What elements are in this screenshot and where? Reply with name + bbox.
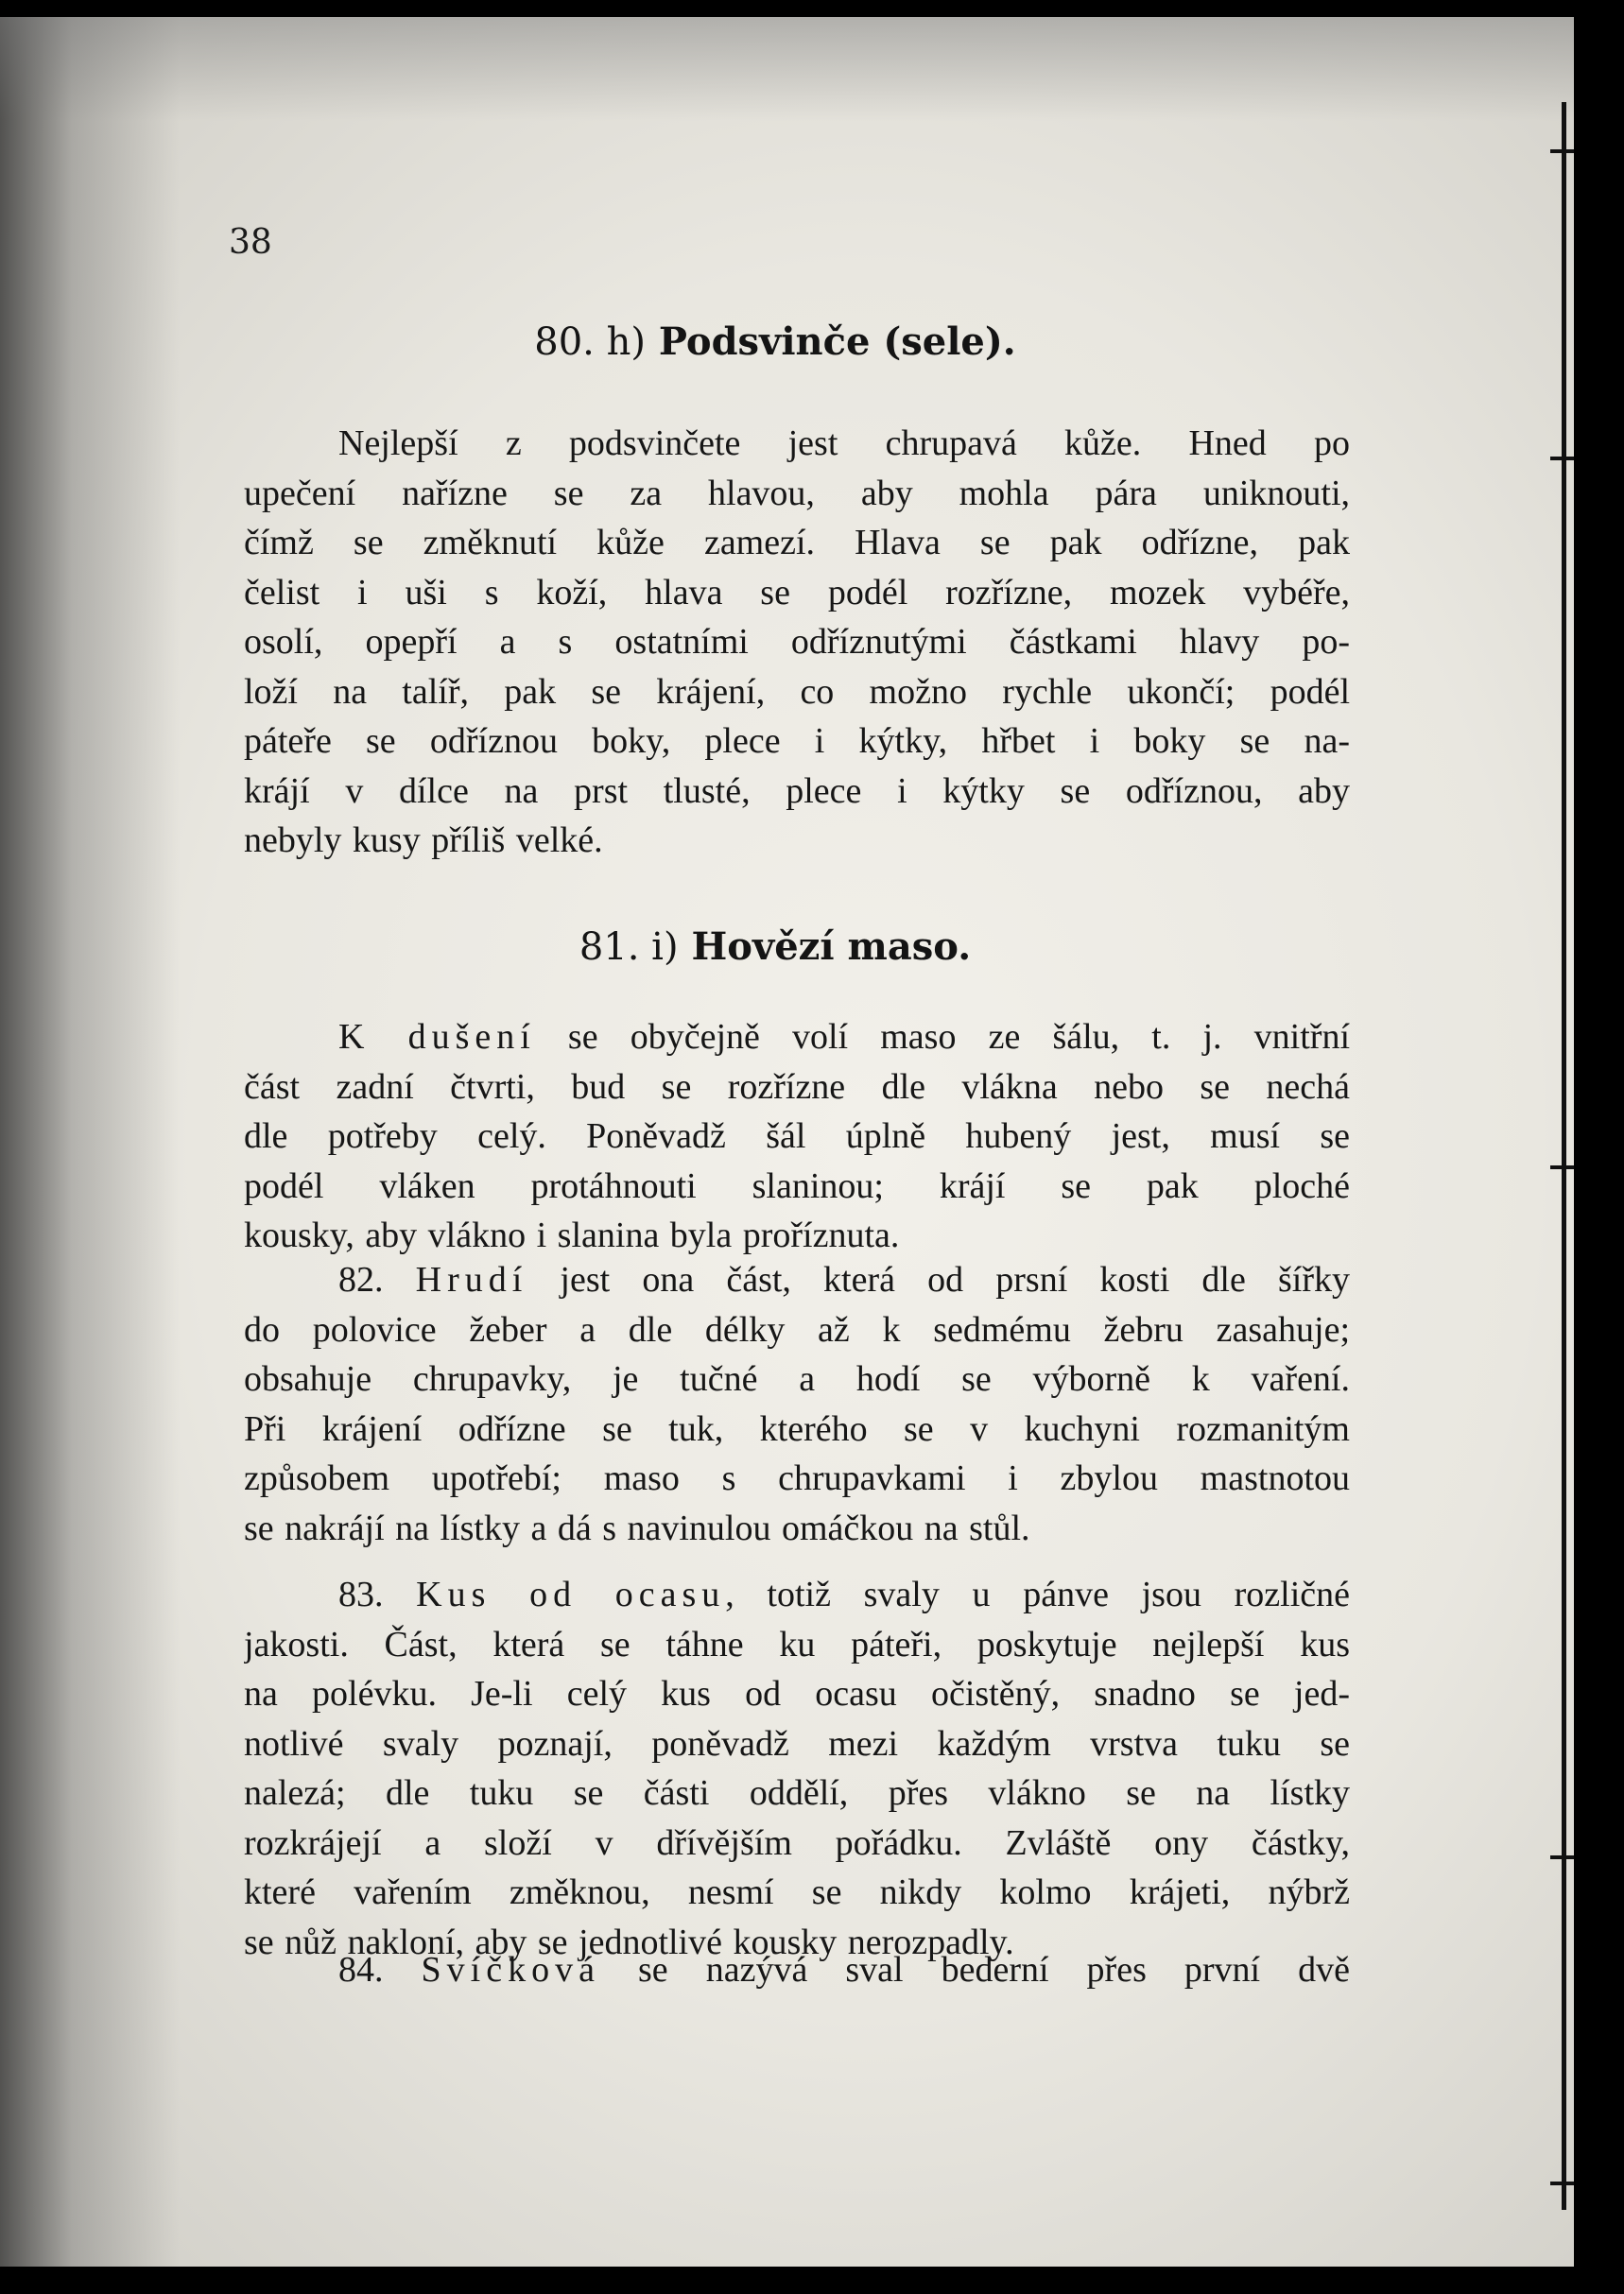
text-line: loží na talíř, pak se krájení, co možno rychle ukončí; podél bbox=[244, 671, 1350, 712]
page-top-shadow bbox=[0, 17, 1574, 121]
line-text: jest ona část, která od prsní kosti dle šířky bbox=[527, 1260, 1350, 1300]
text-line: kousky, aby vlákno i slanina byla proříznuta. bbox=[244, 1216, 900, 1255]
text-line: obsahuje chrupavky, je tučné a hodí se výborně k vaření. bbox=[244, 1359, 1350, 1399]
section-heading-80 bbox=[189, 319, 1361, 364]
text-line bbox=[244, 1570, 1350, 1620]
spaced-term: Kus od ocasu bbox=[416, 1575, 726, 1614]
section-number: 80. h) bbox=[534, 320, 646, 364]
text-line: osolí, opepří a s ostatními odříznutými částkami hlavy po- bbox=[244, 622, 1350, 662]
page-gutter-shadow bbox=[0, 17, 180, 2267]
text-line: které vařením změknou, nesmí se nikdy kolmo krájeti, nýbrž bbox=[244, 1872, 1350, 1912]
text-line: dle potřeby celý. Poněvadž šál úplně hubený jest, musí se bbox=[244, 1116, 1350, 1156]
item-number: 83. bbox=[338, 1575, 384, 1614]
text-line: část zadní čtvrti, bud se rozřízne dle vlákna nebo se nechá bbox=[244, 1066, 1350, 1107]
border-tick-mark bbox=[1550, 1165, 1574, 1169]
text-line: Nejlepší z podsvinčete jest chrupavá kůže. Hned po bbox=[338, 423, 1350, 463]
page-number: 38 bbox=[229, 223, 272, 262]
item-number: 84. bbox=[338, 1950, 384, 1990]
spaced-term: Hrudí bbox=[415, 1260, 528, 1300]
text-line bbox=[244, 1945, 1350, 1995]
line-text: , totiž svaly u pánve jsou rozličné bbox=[725, 1575, 1350, 1614]
border-tick-mark bbox=[1550, 457, 1574, 460]
text-line: čímž se změknutí kůže zamezí. Hlava se pak odřízne, pak bbox=[244, 523, 1350, 562]
section-heading-81 bbox=[189, 924, 1361, 969]
text-line: upečení nařízne se za hlavou, aby mohla pára uniknouti, bbox=[244, 473, 1350, 513]
section-title: Podsvinče (sele). bbox=[658, 319, 1016, 364]
text-line: Při krájení odřízne se tuk, kterého se v kuchyni rozmanitým bbox=[244, 1408, 1350, 1449]
text-line: notlivé svaly poznají, poněvadž mezi každým vrstva tuku se bbox=[244, 1723, 1350, 1764]
text-line: se nakrájí na lístky a dá s navinulou omáčkou na stůl. bbox=[244, 1508, 1030, 1548]
text-line: na polévku. Je-li celý kus od ocasu očistěný, snadno se jed- bbox=[244, 1674, 1350, 1714]
paragraph-duseni bbox=[244, 1012, 1350, 1261]
text-line: páteře se odříznou boky, plece i kýtky, hřbet i boky se na- bbox=[244, 721, 1350, 761]
text-line: krájí v dílce na prst tlusté, plece i kýtky se odříznou, aby bbox=[244, 770, 1350, 811]
paragraph-kus-od-ocasu bbox=[244, 1570, 1350, 1967]
book-page bbox=[0, 17, 1574, 2267]
paragraph-podsvince bbox=[244, 419, 1350, 866]
spaced-term: Svíčková bbox=[421, 1950, 600, 1990]
border-tick-mark bbox=[1550, 2182, 1574, 2185]
text-line: nebyly kusy příliš velké. bbox=[244, 820, 603, 860]
text-line: jakosti. Část, která se táhne ku páteři, poskytuje nejlepší kus bbox=[244, 1624, 1350, 1664]
text-line: nalezá; dle tuku se části oddělí, přes vlákno se na lístky bbox=[244, 1773, 1350, 1813]
line-text: se obyčejně volí maso ze šálu, t. j. vnitřní bbox=[535, 1017, 1350, 1057]
text-line bbox=[244, 1255, 1350, 1305]
text-line: způsobem upotřebí; maso s chrupavkami i zbylou mastnotou bbox=[244, 1458, 1350, 1498]
text-line bbox=[244, 1012, 1350, 1062]
text-line: podél vláken protáhnouti slaninou; krájí se pak ploché bbox=[244, 1165, 1350, 1206]
section-title: Hovězí maso. bbox=[691, 924, 972, 969]
right-border-rule bbox=[1562, 102, 1566, 2210]
border-tick-mark bbox=[1550, 1855, 1574, 1859]
spaced-term: K dušení bbox=[338, 1017, 536, 1057]
paragraph-hrudi bbox=[244, 1255, 1350, 1553]
item-number: 82. bbox=[338, 1260, 384, 1300]
text-line: rozkrájejí a složí v dřívějším pořádku. Zvláště ony částky, bbox=[244, 1822, 1350, 1863]
section-number: 81. i) bbox=[579, 925, 679, 969]
border-tick-mark bbox=[1550, 149, 1574, 153]
text-line: do polovice žeber a dle délky až k sedmému žebru zasahuje; bbox=[244, 1309, 1350, 1350]
line-text: se nazývá sval bederní přes první dvě bbox=[599, 1950, 1350, 1990]
paragraph-svickova bbox=[244, 1945, 1350, 1995]
text-line: se nůž nakloní, aby se jednotlivé kousky nerozpadly. bbox=[244, 1922, 1014, 1962]
text-line: čelist i uši s koží, hlava se podél rozřízne, mozek vybéře, bbox=[244, 572, 1350, 612]
